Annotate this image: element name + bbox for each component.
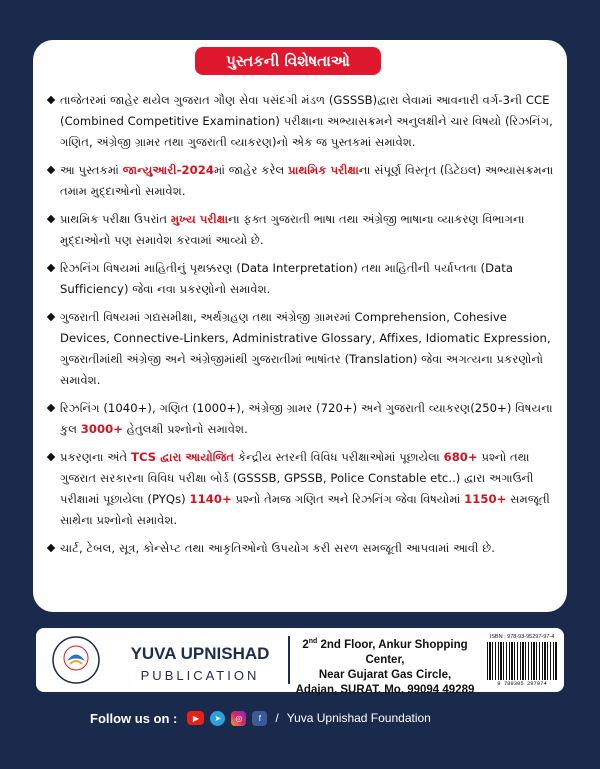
feature-item [48,447,556,531]
feature-text: ચાર્ટ, ટેબલ, સૂત્ર, કોન્સેપ્ટ [60,541,182,555]
feature-text: , ગણિત [151,401,193,415]
feature-text: ના મુદ્દાઓનો પણ સમાવેશ કરવામાં આવ્યો છે. [60,212,525,247]
feature-text: ગદ્યસમીક્ષા, અર્થગ્રહણ [144,310,249,324]
feature-text: પ્રશ્નો [235,492,261,506]
facebook-icon[interactable]: f [252,711,267,726]
feature-text: ની વિવિધ પરીક્ષાઓમાં [295,450,400,464]
feature-text: પ્રાથમિક પરીક્ષા [288,163,359,177]
feature-text: સ્તર [275,450,296,464]
feature-text: કેન્દ્રીય [234,450,276,464]
feature-text: તેમજ ગણિત અને રિઝનિંગ જેવા વિષયોમાં [260,492,465,506]
feature-text: ના વિવિધ પરીક્ષા બોર્ડ ( [132,471,238,485]
separator: / [275,711,279,725]
feature-text: રિઝનિંગ [60,401,104,415]
social-bar [90,708,431,728]
address-line-1: 2nd 2nd Floor, Ankur Shopping Center, [302,638,468,666]
telegram-icon[interactable]: ➤ [210,711,225,726]
isbn-text: ISBN : 978-93-95297-97-4 [489,634,555,640]
feature-item [48,209,556,251]
feature-text: તાજેતરમાં જાહેર થયેલ [60,93,174,107]
feature-text: માં [339,310,355,324]
feature-text: તથા [357,261,385,275]
social-handle[interactable]: Yuva Upnishad Foundation [286,711,431,725]
feature-text: વર્ગ-3ની CCE [482,93,550,107]
feature-text: નો [276,135,292,149]
feature-text: પૂછાયેલા [399,450,440,464]
features-list [48,90,556,566]
feature-text: ના [228,212,244,226]
feature-text: , અંગ્રેજી ગ્રામર [240,401,317,415]
youtube-icon[interactable]: ▶ [187,711,204,725]
feature-item [48,398,556,440]
feature-text: તથા [506,450,530,464]
publisher-panel [36,628,564,696]
feature-text: 3000+ [80,422,124,436]
feature-text: ગુજરાતી વિષય [60,310,130,324]
barcode [484,632,560,688]
feature-text: અંગ્રેજી ગ્રામર [275,310,340,324]
feature-text: તથા [160,135,188,149]
feature-text: ગુજરાત ગૌણ સેવા પસંદગી મંડળ (GSSSB) [173,93,378,107]
feature-item [48,307,556,391]
feature-text: અને ગુજરાતી વ્યાકરણ [357,401,471,415]
follow-label: Follow us on : [90,710,178,726]
feature-text: (1040+) [103,401,152,415]
feature-text: આકૃતિઓ [208,541,257,555]
address-line-2: Near Gujarat Gas Circle, [318,668,452,681]
address-line-3: Adajan, SURAT. Mo. 99094 49289 [295,683,475,696]
feature-text: Comprehension, Cohesive Devices, Connective-Linkers, Administrative Glossary, Affixes, Idiomatic Expression, ગુજરાતીમાંથી અંગ્રેજી અને અંગ્રેજીમાંથી ગુજરાતીમાં ભાષાંતર (Translation) [60,310,551,366]
feature-text: સમજૂતી સાથે [60,492,550,527]
feature-text: GSSSB [237,471,277,485]
feature-text: હેતુલક્ષી પ્રશ્નોનો સમાવેશ. [123,422,248,436]
publisher-subtitle: PUBLICATION [140,668,260,683]
feature-text: 680+ [443,450,478,464]
feature-text: માં સમાવેશ. [360,135,416,149]
feature-text: દ્વારા લેવામાં આવનારી [377,93,483,107]
feature-text: જેવા અગત્યના પ્રકરણોનો સમાવેશ. [60,352,544,387]
features-title: પુસ્તકની વિશેષતાઓ [195,47,381,75]
feature-text: , GPSSB, Police Constable etc..) દ્વારા [276,471,490,485]
feature-text: (250+) [470,401,512,415]
feature-text: માં જાહેર કરેલ [213,163,289,177]
feature-item [48,538,556,559]
publisher-name: YUVA UPNISHAD [130,644,270,663]
feature-item [48,90,556,153]
publisher-logo [50,634,102,686]
publisher-address [290,634,480,698]
feature-text: વિષયના કુલ [60,401,553,436]
feature-text: ના [358,163,375,177]
feature-text: (720+) [316,401,358,415]
feature-text: TCS દ્વારા આયોજિત [131,450,235,464]
feature-text: મુખ્ય પરીક્ષા [170,212,229,226]
instagram-icon[interactable]: ◎ [231,711,246,726]
feature-text: 1140+ [189,492,232,506]
feature-text: અગાઉની પરીક્ષામાં પૂછાયેલા (PYQs) [60,471,534,506]
feature-item [48,160,556,202]
feature-text: આપવામાં આવી છે. [402,541,495,555]
feature-text: માં [129,310,144,324]
feature-text: (1000+) [192,401,241,415]
feature-text: 1150+ [464,492,507,506]
feature-item [48,258,556,300]
feature-text: સરળ સમજૂતી [334,541,403,555]
feature-text: ગુજરાત સરકાર [60,471,133,485]
feature-text: સંપૂર્ણ વિસ્તૃત (ડિટેઇલ) અભ્યાસક્રમ [374,163,542,177]
feature-text: તથા [181,541,209,555]
feature-text: ગુજરાતી વ્યાકરણ) [187,135,277,149]
barcode-number: 9 789395 297974 [497,680,547,687]
feature-text: આ પુસ્તકમાં [60,163,123,177]
feature-text: જેવા નવા પ્રકરણોનો સમાવેશ. [128,282,271,296]
feature-text: પ્રશ્નો [481,450,507,464]
feature-text: પ્રાથમિક પરીક્ષા ઉપરાંત [60,212,171,226]
feature-text: માહિતીની પર્યાપ્તતા (Data Sufficiency) [60,261,513,296]
feature-text: ફક્ત ગુજરાતી ભાષા તથા અંગ્રેજી ભાષાના વ્યાકરણ વિભાગ [243,212,514,226]
feature-text: પ્રકરણના અંતે [60,450,132,464]
feature-text: (Combined Competitive Examination) પરીક્ષાના અભ્યાસક્રમને અનુલક્ષીને [60,114,451,128]
feature-text: ચાર વિષયો (રિઝનિંગ, ગણિત, અંગ્રેજી ગ્રામર [60,114,553,149]
feature-text: જાન્યુઆરી-2024 [122,163,214,177]
feature-text: નો ઉપયોગ કરી [256,541,335,555]
feature-text: એક જ પુસ્તક [291,135,361,149]
feature-text: ના પ્રશ્નોનો સમાવેશ. [81,513,178,527]
feature-text: માહિતીનું પૃથક્કરણ (Data Interpretation) [144,261,358,275]
barcode-bars [487,642,557,680]
feature-text: તથા [248,310,276,324]
feature-text: ના તમામ મુદ્દાઓનો સમાવેશ. [60,163,554,198]
feature-text: રિઝનિંગ વિષયમાં [60,261,145,275]
